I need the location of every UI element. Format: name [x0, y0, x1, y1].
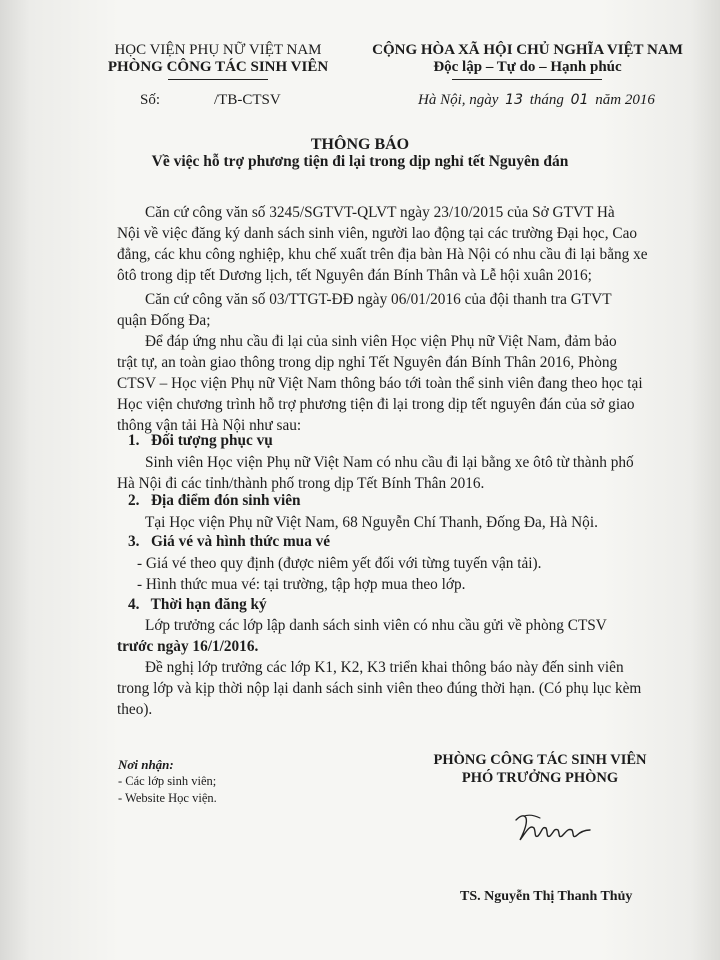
item4-request-line: Đề nghị lớp trưởng các lớp K1, K2, K3 triển khai thông báo này đến sinh viên	[145, 659, 624, 676]
item4-request	[117, 657, 651, 720]
paragraph-legal-basis-2	[117, 289, 651, 331]
issue-date	[418, 92, 655, 109]
header-right-rule	[452, 79, 602, 80]
doc-number-value: /TB-CTSV	[214, 92, 281, 108]
date-year: năm 2016	[595, 92, 655, 108]
recipient-item: - Website Học viện.	[118, 791, 217, 805]
item2-heading: 2. Địa điểm đón sinh viên	[128, 492, 301, 509]
date-day: 13	[505, 92, 523, 108]
motto: Độc lập – Tự do – Hạnh phúc	[433, 59, 622, 75]
date-month: 01	[570, 92, 589, 108]
dept-name: PHÒNG CÔNG TÁC SINH VIÊN	[107, 59, 329, 75]
item1-line: Sinh viên Học viện Phụ nữ Việt Nam có nhu cầu đi lại bằng xe ôtô từ thành phố	[145, 454, 634, 471]
doc-subtitle: Về việc hỗ trợ phương tiện đi lại trong dịp nghỉ tết Nguyên đán	[151, 153, 569, 170]
para3-line: Để đáp ứng nhu cầu đi lại của sinh viên Học viện Phụ nữ Việt Nam, đảm bảo	[145, 333, 617, 350]
item2-line: Tại Học viện Phụ nữ Việt Nam, 68 Nguyễn Chí Thanh, Đống Đa, Hà Nội.	[145, 514, 598, 531]
signer-position: PHÓ TRƯỞNG PHÒNG	[461, 770, 619, 786]
date-month-label: tháng	[529, 92, 564, 108]
doc-title: THÔNG BÁO	[310, 136, 410, 153]
org-name: HỌC VIỆN PHỤ NỮ VIỆT NAM	[114, 42, 322, 58]
para3-line: trật tự, an toàn giao thông trong dịp nghỉ Tết Nguyên đán Bính Thân 2016, Phòng	[117, 354, 618, 371]
item1-text	[117, 452, 651, 494]
item3-heading: 3. Giá vé và hình thức mua vé	[128, 533, 331, 550]
para2-line: Căn cứ công văn số 03/TTGT-ĐĐ ngày 06/01/2016 của đội thanh tra GTVT	[145, 291, 612, 308]
item4-request-line: theo).	[117, 701, 153, 718]
item4-deadline: trước ngày 16/1/2016.	[117, 638, 259, 655]
paragraph-legal-basis-1	[117, 202, 651, 286]
signer-dept: PHÒNG CÔNG TÁC SINH VIÊN	[433, 752, 647, 768]
para1-line: Nội về việc đăng ký danh sách sinh viên, người lao động tại các trường Đại học, Cao	[117, 225, 638, 242]
item4-heading: 4. Thời hạn đăng ký	[128, 596, 267, 613]
para1-line: ôtô trong dịp tết Dương lịch, tết Nguyên đán Bính Thân và Lễ hội xuân 2016;	[117, 267, 592, 284]
item1-line: Hà Nội đi các tỉnh/thành phố trong dịp Tết Bính Thân 2016.	[117, 475, 485, 492]
item2-text	[145, 512, 655, 533]
item4-request-line: trong lớp và kịp thời nộp lại danh sách sinh viên theo đúng thời hạn. (Có phụ lục kèm	[117, 680, 642, 697]
para3-line: thông vận tải Hà Nội như sau:	[117, 417, 302, 434]
recipient-item: - Các lớp sinh viên;	[118, 774, 217, 788]
signer-name: TS. Nguyễn Thị Thanh Thủy	[460, 889, 633, 904]
recipients-label: Nơi nhận:	[118, 757, 174, 772]
item3-text	[137, 553, 657, 595]
item4-text	[117, 615, 651, 657]
item1-heading: 1. Đối tượng phục vụ	[128, 432, 273, 449]
handwritten-signature	[510, 810, 600, 850]
item3-line: - Hình thức mua vé: tại trường, tập hợp mua theo lớp.	[137, 576, 466, 593]
para1-line: Căn cứ công văn số 3245/SGTVT-QLVT ngày 23/10/2015 của Sở GTVT Hà	[145, 204, 615, 221]
doc-number-label: Số:	[140, 92, 161, 108]
item4-line: Lớp trưởng các lớp lập danh sách sinh viên có nhu cầu gửi về phòng CTSV	[145, 617, 607, 634]
para1-line: đẳng, các khu công nghiệp, khu chế xuất trên địa bàn Hà Nội có nhu cầu đi lại bằng xe	[117, 246, 648, 263]
para2-line: quận Đống Đa;	[117, 312, 211, 329]
paragraph-purpose	[117, 331, 651, 436]
para3-line: CTSV – Học viện Phụ nữ Việt Nam thông báo tới toàn thể sinh viên đang theo học tại	[117, 375, 643, 392]
date-prefix: Hà Nội, ngày	[418, 92, 499, 108]
para3-line: Học viện chương trình hỗ trợ phương tiện đi lại trong dịp tết nguyên đán của sở giao	[117, 396, 635, 413]
header-left-rule	[168, 79, 268, 80]
country-name: CỘNG HÒA XÃ HỘI CHỦ NGHĨA VIỆT NAM	[372, 42, 683, 58]
item3-line: - Giá vé theo quy định (được niêm yết đối với từng tuyến vận tải).	[137, 555, 542, 572]
